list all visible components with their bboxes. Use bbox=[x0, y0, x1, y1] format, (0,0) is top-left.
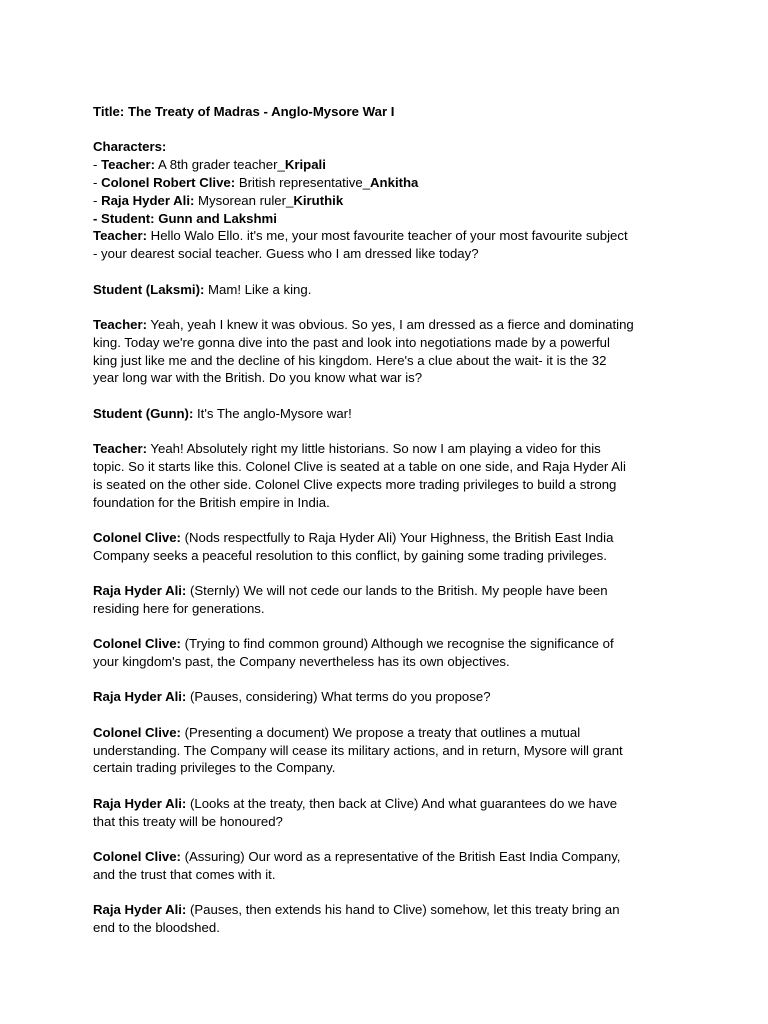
dialogue-text: year long war with the British. Do you know what war is? bbox=[93, 370, 423, 386]
dialogue-text: that this treaty will be honoured? bbox=[93, 813, 283, 829]
dialogue-line bbox=[93, 582, 693, 600]
spacer bbox=[93, 298, 693, 316]
dialogue-line bbox=[93, 547, 693, 565]
spacer bbox=[93, 618, 693, 636]
dialogue-line bbox=[93, 795, 693, 813]
dialogue-paragraph bbox=[93, 688, 693, 706]
dialogue-text: It's The anglo-Mysore war! bbox=[193, 405, 352, 421]
dialogue-text: Mam! Like a king. bbox=[204, 281, 312, 297]
character-role: - Student: Gunn and Lakshmi bbox=[93, 210, 277, 226]
dialogue-text: foundation for the British empire in India. bbox=[93, 494, 330, 510]
dialogue-text: Company seeks a peaceful resolution to this conflict, by gaining some trading privileges. bbox=[93, 547, 607, 563]
document-page bbox=[93, 103, 693, 937]
speaker-name: Student (Gunn): bbox=[93, 405, 194, 421]
dialogue-line bbox=[93, 848, 693, 866]
character-actor: Ankitha bbox=[370, 174, 419, 190]
dialogue-text: (Pauses, considering) What terms do you propose? bbox=[186, 689, 491, 705]
dialogue-text: end to the bloodshed. bbox=[93, 920, 220, 936]
speaker-name: Colonel Clive: bbox=[93, 636, 181, 652]
characters-heading-text: Characters: bbox=[93, 139, 167, 155]
dialogue-text: Hello Walo Ello. it's me, your most favourite teacher of your most favourite subject bbox=[147, 228, 628, 244]
spacer bbox=[93, 565, 693, 583]
spacer bbox=[93, 884, 693, 902]
character-item bbox=[93, 192, 693, 210]
dialogue-text: (Presenting a document) We propose a treaty that outlines a mutual bbox=[180, 724, 581, 740]
character-item bbox=[93, 174, 693, 192]
speaker-name: Student (Laksmi): bbox=[93, 281, 205, 297]
speaker-name: Teacher: bbox=[93, 441, 147, 457]
dialogue-line bbox=[93, 529, 693, 547]
dialogue-section bbox=[93, 227, 693, 936]
spacer bbox=[93, 777, 693, 795]
dialogue-line bbox=[93, 494, 693, 512]
dialogue-text: and the trust that comes with it. bbox=[93, 866, 276, 882]
document-title bbox=[93, 103, 693, 121]
character-desc: A 8th grader teacher_ bbox=[155, 157, 285, 173]
spacer bbox=[93, 121, 693, 139]
spacer bbox=[93, 263, 693, 281]
dialogue-text: (Sternly) We will not cede our lands to the British. My people have been bbox=[186, 583, 608, 599]
dialogue-paragraph bbox=[93, 316, 693, 387]
dialogue-paragraph bbox=[93, 227, 693, 263]
character-desc: Mysorean ruler_ bbox=[194, 192, 294, 208]
dialogue-text: king just like me and the decline of his kingdom. Here's a clue about the wait- it is the 32 bbox=[93, 352, 607, 368]
speaker-name: Colonel Clive: bbox=[93, 724, 181, 740]
dialogue-text: residing here for generations. bbox=[93, 600, 265, 616]
dialogue-line bbox=[93, 866, 693, 884]
speaker-name: Raja Hyder Ali: bbox=[93, 689, 187, 705]
dialogue-paragraph bbox=[93, 635, 693, 671]
dialogue-line bbox=[93, 742, 693, 760]
dialogue-text: (Looks at the treaty, then back at Clive) And what guarantees do we have bbox=[186, 795, 618, 811]
dialogue-text: - your dearest social teacher. Guess who I am dressed like today? bbox=[93, 246, 479, 262]
dialogue-paragraph bbox=[93, 795, 693, 831]
title-label: Title: bbox=[93, 104, 125, 119]
dialogue-line bbox=[93, 476, 693, 494]
dialogue-paragraph bbox=[93, 405, 693, 423]
dialogue-paragraph bbox=[93, 901, 693, 937]
dialogue-text: (Pauses, then extends his hand to Clive) somehow, let this treaty bring an bbox=[186, 902, 620, 918]
dialogue-paragraph bbox=[93, 529, 693, 565]
dialogue-line bbox=[93, 600, 693, 618]
dialogue-line bbox=[93, 405, 693, 423]
dialogue-line bbox=[93, 653, 693, 671]
dialogue-text: is seated on the other side. Colonel Clive expects more trading privileges to build a strong bbox=[93, 476, 617, 492]
dialogue-line bbox=[93, 440, 693, 458]
dialogue-line bbox=[93, 901, 693, 919]
dialogue-line bbox=[93, 759, 693, 777]
spacer bbox=[93, 387, 693, 405]
dialogue-text: (Assuring) Our word as a representative of the British East India Company, bbox=[180, 849, 621, 865]
dialogue-line bbox=[93, 227, 693, 245]
character-role: Teacher: bbox=[101, 157, 156, 173]
speaker-name: Teacher: bbox=[93, 316, 147, 332]
spacer bbox=[93, 830, 693, 848]
character-prefix: - bbox=[93, 192, 102, 208]
dialogue-line bbox=[93, 724, 693, 742]
dialogue-text: Yeah, yeah I knew it was obvious. So yes, I am dressed as a fierce and dominating bbox=[147, 316, 634, 332]
dialogue-text: (Nods respectfully to Raja Hyder Ali) Your Highness, the British East India bbox=[180, 529, 614, 545]
dialogue-paragraph bbox=[93, 848, 693, 884]
dialogue-paragraph bbox=[93, 440, 693, 511]
speaker-name: Raja Hyder Ali: bbox=[93, 902, 187, 918]
dialogue-line bbox=[93, 919, 693, 937]
character-desc: British representative_ bbox=[235, 174, 371, 190]
dialogue-text: king. Today we're gonna dive into the past and look into negotiations made by a powerful bbox=[93, 334, 610, 350]
dialogue-text: certain trading privileges to the Company. bbox=[93, 760, 336, 776]
dialogue-text: understanding. The Company will cease its military actions, and in return, Mysore will grant bbox=[93, 742, 623, 758]
spacer bbox=[93, 706, 693, 724]
spacer bbox=[93, 423, 693, 441]
speaker-name: Colonel Clive: bbox=[93, 529, 181, 545]
character-item bbox=[93, 210, 693, 228]
character-list bbox=[93, 156, 693, 227]
dialogue-line bbox=[93, 369, 693, 387]
character-role: Colonel Robert Clive: bbox=[101, 174, 236, 190]
dialogue-text: your kingdom's past, the Company nevertheless has its own objectives. bbox=[93, 654, 510, 670]
speaker-name: Raja Hyder Ali: bbox=[93, 583, 187, 599]
speaker-name: Raja Hyder Ali: bbox=[93, 795, 187, 811]
dialogue-line bbox=[93, 281, 693, 299]
character-prefix: - bbox=[93, 174, 102, 190]
dialogue-line bbox=[93, 688, 693, 706]
dialogue-paragraph bbox=[93, 582, 693, 618]
dialogue-line bbox=[93, 352, 693, 370]
spacer bbox=[93, 511, 693, 529]
character-item bbox=[93, 156, 693, 174]
dialogue-text: topic. So it starts like this. Colonel Clive is seated at a table on one side, and Raja Hyder Ali bbox=[93, 458, 626, 474]
character-actor: Kiruthik bbox=[293, 192, 344, 208]
dialogue-line bbox=[93, 334, 693, 352]
dialogue-text: Yeah! Absolutely right my little historians. So now I am playing a video for this bbox=[147, 441, 601, 457]
dialogue-text: (Trying to find common ground) Although we recognise the significance of bbox=[180, 636, 614, 652]
dialogue-paragraph bbox=[93, 724, 693, 777]
speaker-name: Teacher: bbox=[93, 228, 147, 244]
spacer bbox=[93, 671, 693, 689]
speaker-name: Colonel Clive: bbox=[93, 849, 181, 865]
dialogue-line bbox=[93, 813, 693, 831]
dialogue-line bbox=[93, 635, 693, 653]
character-actor: Kripali bbox=[284, 157, 326, 173]
dialogue-line bbox=[93, 245, 693, 263]
character-prefix: - bbox=[93, 157, 102, 173]
dialogue-paragraph bbox=[93, 281, 693, 299]
characters-heading bbox=[93, 138, 693, 156]
title-text: The Treaty of Madras - Anglo-Mysore War I bbox=[127, 104, 395, 119]
dialogue-line bbox=[93, 458, 693, 476]
character-role: Raja Hyder Ali: bbox=[101, 192, 195, 208]
dialogue-line bbox=[93, 316, 693, 334]
